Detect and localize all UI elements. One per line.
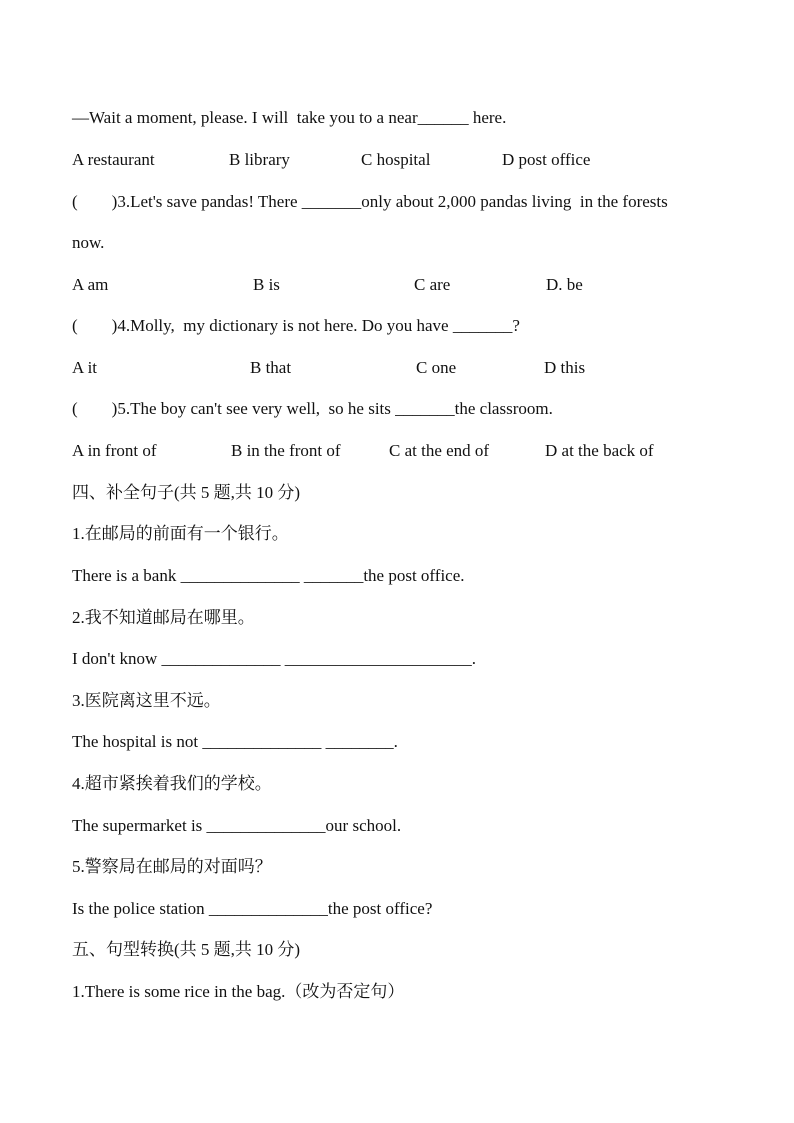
option-a: A it: [72, 358, 98, 377]
option-b: B that: [250, 358, 292, 377]
question-3-stem-cont: now.: [72, 233, 105, 252]
section-4-item-5-en: Is the police station ______________the post office?: [72, 899, 433, 918]
section-4-item-3-en: The hospital is not ______________ ________.: [72, 732, 398, 751]
section-5-heading: 五、句型转换(共 5 题,共 10 分): [72, 940, 301, 959]
section-4-item-4-en: The supermarket is ______________our school.: [72, 816, 402, 835]
option-c: C one: [416, 358, 457, 377]
option-a: A restaurant: [72, 150, 155, 169]
question-3-stem: ( )3.Let's save pandas! There _______only about 2,000 pandas living in the forests: [72, 192, 668, 211]
option-c: C hospital: [361, 150, 431, 169]
option-c: C are: [414, 275, 451, 294]
option-d: D post office: [502, 150, 591, 169]
question-5-stem: ( )5.The boy can't see very well, so he sits _______the classroom.: [72, 399, 553, 418]
section-4-item-1-cn: 1.在邮局的前面有一个银行。: [72, 524, 289, 543]
section-4-item-3-cn: 3.医院离这里不远。: [72, 691, 221, 710]
option-b: B is: [253, 275, 280, 294]
section-4-item-4-cn: 4.超市紧挨着我们的学校。: [72, 774, 272, 793]
question-4-stem: ( )4.Molly, my dictionary is not here. Do you have _______?: [72, 316, 520, 335]
question-3-options: [0, 274, 794, 296]
question-2-options: [0, 149, 794, 171]
section-4-item-2-cn: 2.我不知道邮局在哪里。: [72, 608, 255, 627]
option-d: D this: [544, 358, 586, 377]
option-a: A am: [72, 275, 109, 294]
option-d: D at the back of: [545, 441, 654, 460]
question-5-options: [0, 440, 794, 462]
section-4-heading: 四、补全句子(共 5 题,共 10 分): [72, 483, 301, 502]
option-d: D. be: [546, 275, 583, 294]
question-4-options: [0, 357, 794, 379]
section-4-item-2-en: I don't know ______________ ______________________.: [72, 649, 476, 668]
question-2-stem-tail: —Wait a moment, please. I will take you to a near______ here.: [72, 108, 507, 127]
section-4-item-5-cn: 5.警察局在邮局的对面吗？: [72, 857, 272, 876]
option-c: C at the end of: [389, 441, 490, 460]
option-b: B library: [229, 150, 290, 169]
section-4-item-1-en: There is a bank ______________ _______the post office.: [72, 566, 465, 585]
section-5-item-1: 1.There is some rice in the bag.（改为否定句）: [72, 982, 405, 1001]
option-b: B in the front of: [231, 441, 341, 460]
option-a: A in front of: [72, 441, 157, 460]
